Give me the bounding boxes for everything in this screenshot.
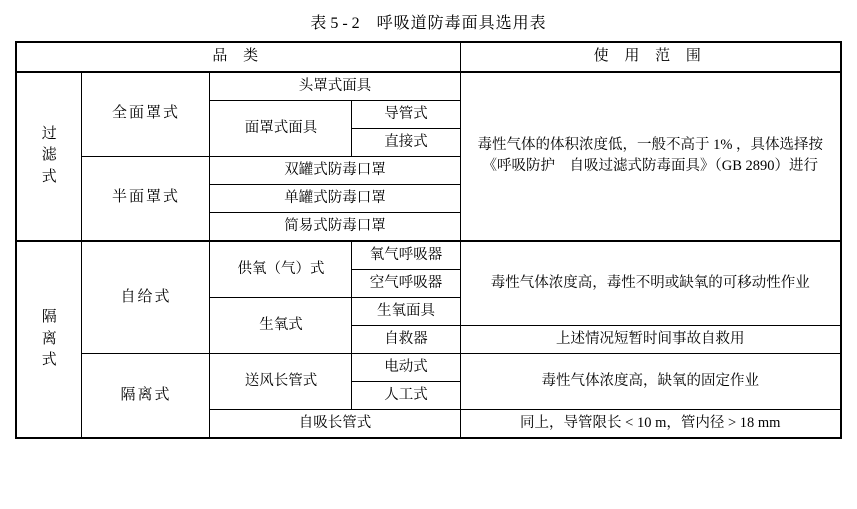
- item-type-air-line: 送风长管式: [210, 353, 352, 409]
- usage-filter: 毒性气体的体积浓度低，一般不高于 1% ，具体选择按《呼吸防护 自吸过滤式防毒面具》（GB 2890）进行: [460, 72, 841, 241]
- subgroup-label-full-face: 全面罩式: [82, 72, 210, 157]
- header-usage: 使 用 范 围: [460, 42, 841, 72]
- table-row: [16, 72, 841, 101]
- item-type-simple-mask: 简易式防毒口罩: [210, 212, 460, 241]
- usage-isolating-mobile: 毒性气体浓度高，毒性不明或缺氧的可移动性作业: [460, 241, 841, 326]
- caption-title: 呼吸道防毒面具选用表: [376, 15, 547, 32]
- item-variant-oxygen-respirator: 氧气呼吸器: [352, 241, 460, 270]
- table-row: [16, 353, 841, 381]
- subgroup-label-isolating-sub: 隔离式: [82, 353, 210, 438]
- usage-hose-limits: 同上，导管限长 < 10 m，管内径 > 18 mm: [460, 409, 841, 438]
- item-type-self-inhaling-hose: 自吸长管式: [210, 409, 460, 438]
- usage-isolating-fixed: 毒性气体浓度高，缺氧的固定作业: [460, 353, 841, 409]
- usage-self-rescue: 上述情况短暂时间事故自救用: [460, 325, 841, 353]
- item-type-hood-mask: 头罩式面具: [210, 72, 460, 101]
- item-type-face-mask: 面罩式面具: [210, 100, 352, 156]
- item-variant-tube: 导管式: [352, 100, 460, 128]
- group-label-isolating: 隔 离 式: [16, 241, 82, 438]
- item-variant-powered: 电动式: [352, 353, 460, 381]
- group-label-filter: 过 滤 式: [16, 72, 82, 241]
- table-row: [16, 241, 841, 270]
- item-variant-manual: 人工式: [352, 381, 460, 409]
- mask-selection-table: [15, 41, 842, 439]
- caption-number: 表 5 - 2: [310, 15, 360, 32]
- subgroup-label-self-contained: 自给式: [82, 241, 210, 354]
- item-variant-air-respirator: 空气呼吸器: [352, 269, 460, 297]
- item-type-oxygen-generating: 生氧式: [210, 297, 352, 353]
- table-caption: [0, 0, 857, 41]
- item-type-dual-canister: 双罐式防毒口罩: [210, 156, 460, 184]
- table-header-row: [16, 42, 841, 72]
- subgroup-label-half-face: 半面罩式: [82, 156, 210, 241]
- item-variant-self-rescuer: 自救器: [352, 325, 460, 353]
- item-type-oxygen-supply: 供氧（气）式: [210, 241, 352, 298]
- item-type-single-canister: 单罐式防毒口罩: [210, 184, 460, 212]
- item-variant-direct: 直接式: [352, 128, 460, 156]
- header-category: 品 类: [16, 42, 460, 72]
- item-variant-oxygen-generating-mask: 生氧面具: [352, 297, 460, 325]
